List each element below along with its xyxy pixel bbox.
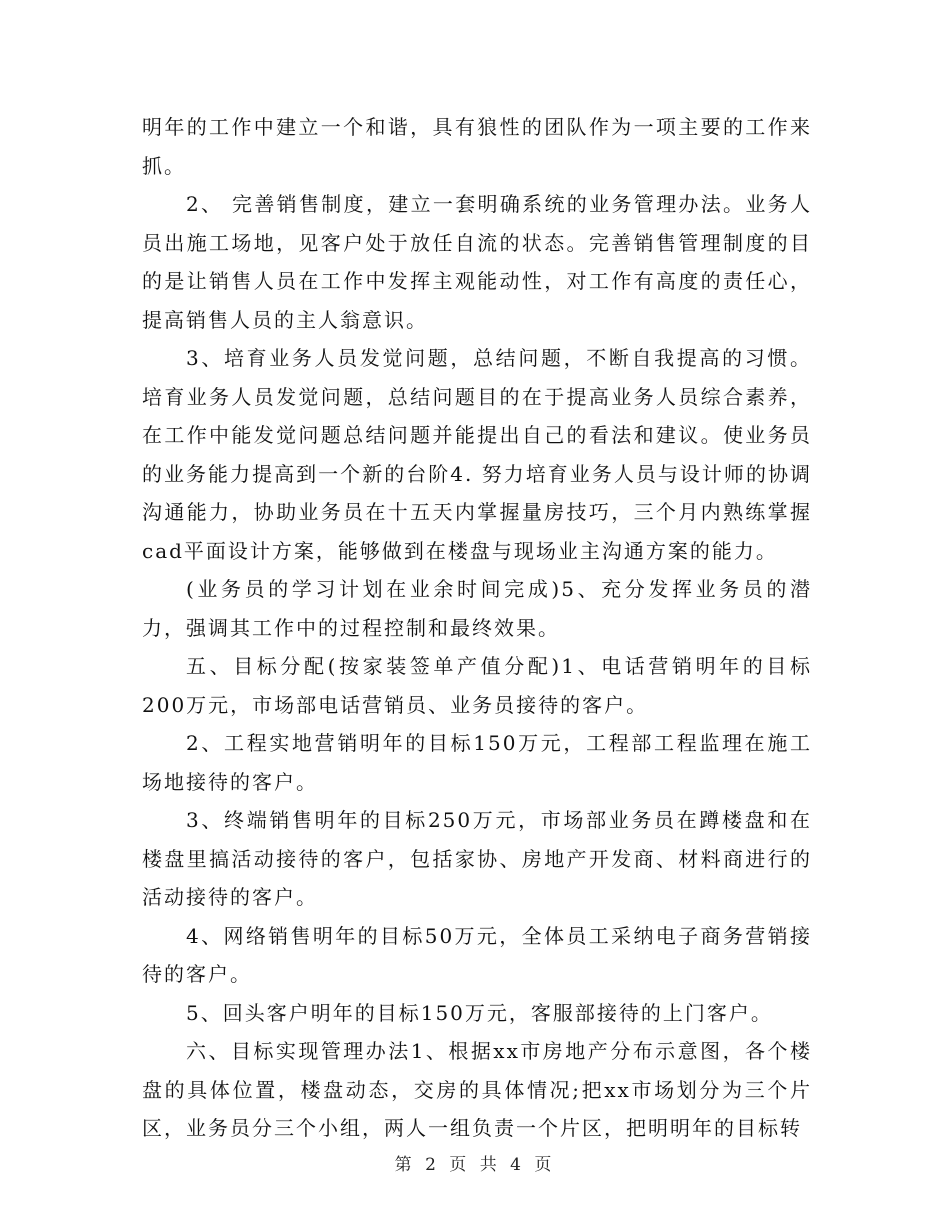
paragraph-7: 3、终端销售明年的目标250万元，市场部业务员在蹲楼盘和在楼盘里搞活动接待的客户，包括家协、房地产开发商、材料商进行的活动接待的客户。 (142, 808, 812, 909)
paragraph-3: 3、培育业务人员发觉问题，总结问题，不断自我提高的习惯。培育业务人员发觉问题，总结问题目的在于提高业务人员综合素养，在工作中能发觉问题总结问题并能提出自己的看法和建议。使业务员的业务能力提高到一个新的台阶4. 努力培育业务人员与设计师的协调沟通能力，协助业务员在十五天内掌握量房技巧，三个月内熟练掌握cad平面设计方案，能够做到在楼盘与现场业主沟通方案的能力。 (142, 346, 812, 563)
paragraph-4: (业务员的学习计划在业余时间完成)5、充分发挥业务员的潜力，强调其工作中的过程控制和最终效果。 (142, 577, 812, 640)
paragraph-2: 2、 完善销售制度，建立一套明确系统的业务管理办法。业务人员出施工场地，见客户处于放任自流的状态。完善销售管理制度的目的是让销售人员在工作中发挥主观能动性，对工作有高度的责任心，提高销售人员的主人翁意识。 (142, 192, 812, 332)
paragraph-6: 2、工程实地营销明年的目标150万元，工程部工程监理在施工场地接待的客户。 (142, 731, 812, 794)
paragraph-5: 五、目标分配(按家装签单产值分配)1、电话营销明年的目标200万元，市场部电话营销员、业务员接待的客户。 (142, 654, 812, 717)
paragraph-8: 4、网络销售明年的目标50万元，全体员工采纳电子商务营销接待的客户。 (142, 923, 812, 986)
page-number-footer: 第 2 页 共 4 页 (394, 1155, 556, 1175)
paragraph-1: 明年的工作中建立一个和谐，具有狼性的团队作为一项主要的工作来抓。 (142, 115, 812, 178)
paragraph-10: 六、目标实现管理办法1、根据xx市房地产分布示意图，各个楼盘的具体位置，楼盘动态，交房的具体情况;把xx市场划分为三个片区，业务员分三个小组，两人一组负责一个片区，把明明年的目标转 (142, 1039, 812, 1140)
document-body (142, 108, 812, 1148)
paragraph-9: 5、回头客户明年的目标150万元，客服部接待的上门客户。 (186, 1000, 773, 1025)
